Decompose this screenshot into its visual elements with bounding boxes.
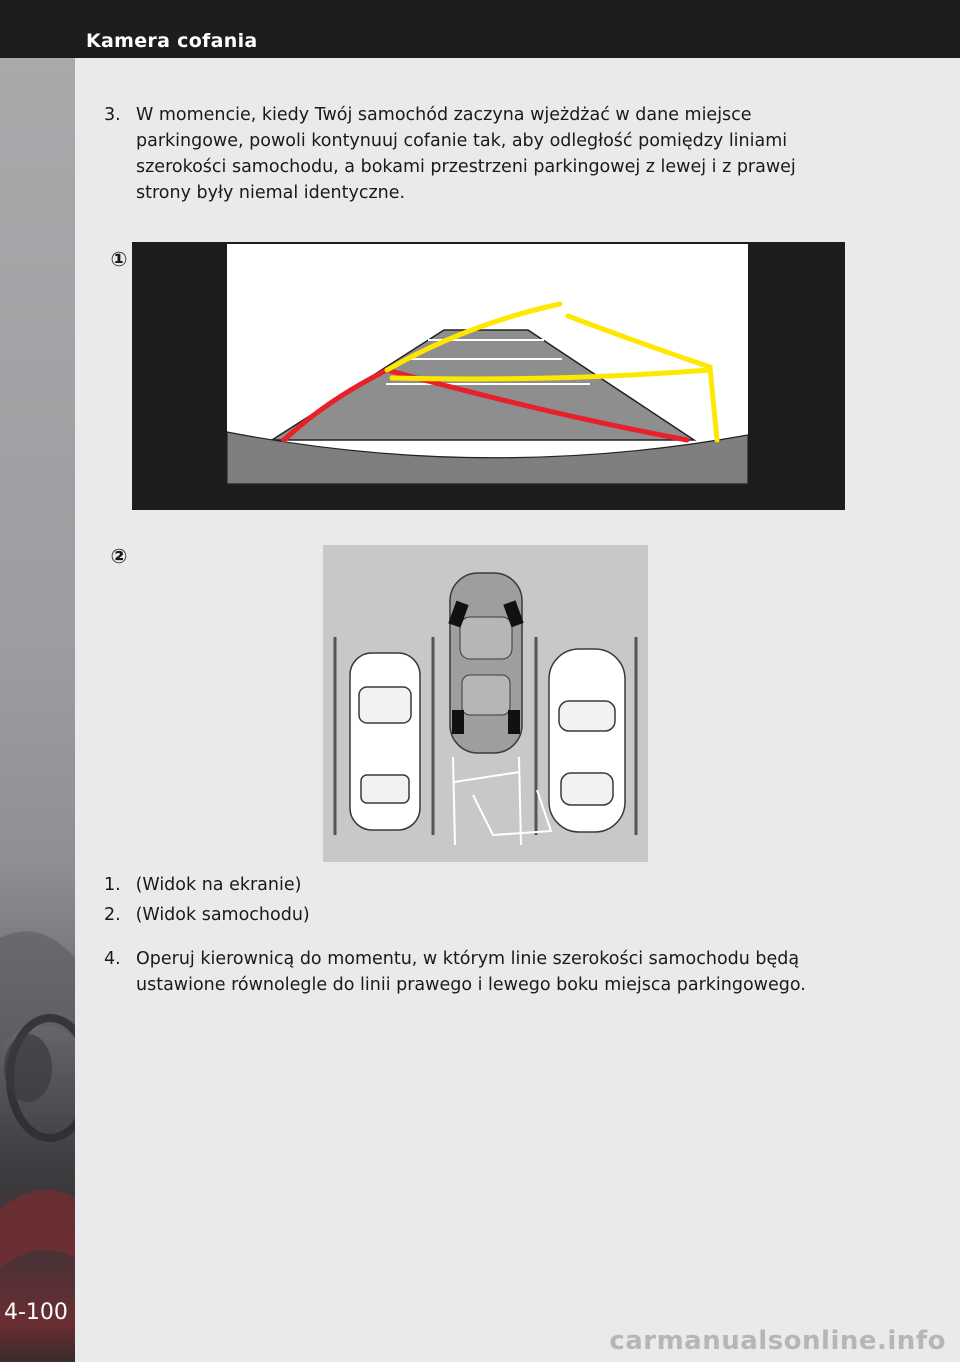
parking-top-view-figure (323, 545, 648, 862)
header-bar (0, 0, 960, 58)
watermark: carmanualsonline.info (609, 1326, 946, 1356)
legend-number: 1. (104, 875, 121, 895)
legend-text: (Widok samochodu) (135, 905, 310, 925)
reversing-car (448, 573, 523, 753)
step-4 (104, 946, 844, 998)
legend-item-1 (104, 872, 301, 898)
step-text: Operuj kierownicą do momentu, w którym linie szerokości samochodu będą ustawione równolegle do linii prawego i lewego boku miejsca parkingowego. (136, 949, 806, 995)
dashboard-photo (0, 58, 75, 1362)
parked-car-right (549, 649, 625, 832)
page-number: 4-100 (4, 1300, 68, 1325)
section-title: Kamera cofania (86, 30, 258, 52)
figure-marker-1: ① (110, 247, 128, 271)
step-3 (104, 102, 844, 206)
legend-item-2 (104, 902, 310, 928)
step-number: 3. (104, 105, 121, 125)
parked-car-left (350, 653, 420, 830)
camera-screen-figure (132, 242, 845, 510)
legend-text: (Widok na ekranie) (135, 875, 302, 895)
figure-marker-2: ② (110, 544, 128, 568)
sidebar-photo (0, 58, 75, 1362)
step-text: W momencie, kiedy Twój samochód zaczyna wjeżdżać w dane miejsce parkingowe, powoli kontynuuj cofanie tak, aby odległość pomiędzy liniami szerokości samochodu, a bokami przestrzeni parkingowej z lewej i z prawej strony były niemal identyczne. (136, 105, 796, 203)
legend-number: 2. (104, 905, 121, 925)
step-number: 4. (104, 949, 121, 969)
